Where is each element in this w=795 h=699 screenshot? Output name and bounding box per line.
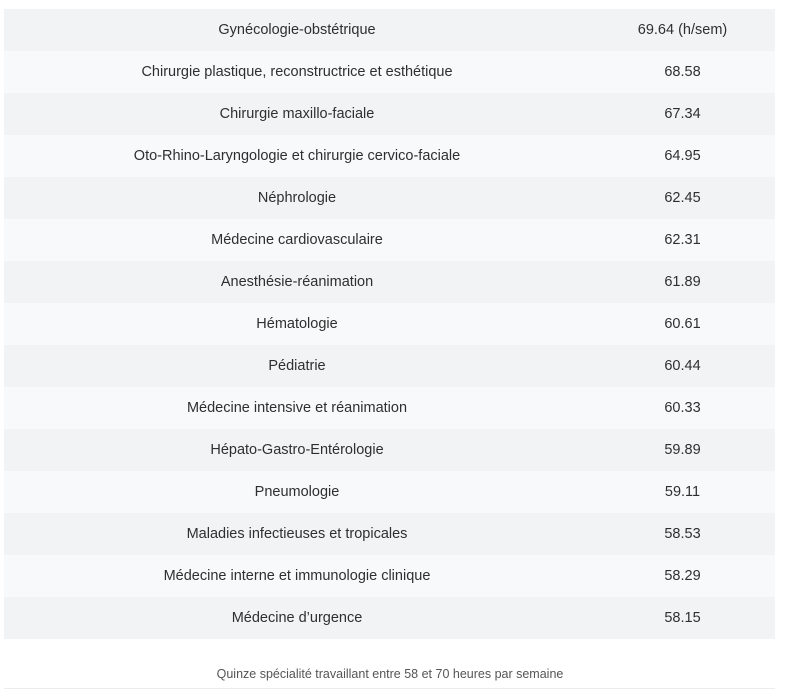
table-row — [4, 345, 775, 387]
weekly-hours-value: 58.29 — [664, 568, 701, 584]
specialty-name: Maladies infectieuses et tropicales — [186, 526, 408, 542]
specialty-name: Oto-Rhino-Laryngologie et chirurgie cervico-faciale — [133, 148, 461, 164]
specialty-name: Médecine cardiovasculaire — [211, 232, 383, 248]
weekly-hours-value: 60.33 — [664, 400, 701, 416]
table-row — [4, 387, 775, 429]
table-row — [4, 135, 775, 177]
weekly-hours-value: 64.95 — [664, 148, 701, 164]
table-row — [4, 177, 775, 219]
weekly-hours-value: 61.89 — [664, 274, 701, 290]
table-caption: Quinze spécialité travaillant entre 58 et 70 heures par semaine — [216, 667, 564, 681]
table-row — [4, 9, 775, 51]
table-row — [4, 555, 775, 597]
specialty-name: Pédiatrie — [268, 358, 326, 374]
specialty-name: Médecine d’urgence — [231, 610, 363, 626]
table-row — [4, 93, 775, 135]
table-row — [4, 597, 775, 639]
caption-divider — [4, 688, 775, 689]
weekly-hours-value: 62.45 — [664, 190, 701, 206]
specialty-name: Gynécologie-obstétrique — [218, 22, 376, 38]
table-row — [4, 429, 775, 471]
table-row — [4, 219, 775, 261]
specialty-name: Pneumologie — [254, 484, 340, 500]
weekly-hours-value: 60.44 — [664, 358, 701, 374]
weekly-hours-value: 58.53 — [664, 526, 701, 542]
weekly-hours-value: 58.15 — [664, 610, 701, 626]
table-row — [4, 51, 775, 93]
weekly-hours-value: 59.89 — [664, 442, 701, 458]
weekly-hours-value: 67.34 — [664, 106, 701, 122]
specialty-name: Chirurgie maxillo-faciale — [219, 106, 375, 122]
specialty-name: Anesthésie-réanimation — [220, 274, 374, 290]
table-row — [4, 471, 775, 513]
weekly-hours-value: 59.11 — [664, 484, 701, 500]
table-row — [4, 513, 775, 555]
specialty-hours-table — [4, 9, 775, 639]
weekly-hours-value: 69.64 (h/sem) — [637, 22, 728, 38]
weekly-hours-value: 68.58 — [664, 64, 701, 80]
specialty-name: Chirurgie plastique, reconstructrice et esthétique — [141, 64, 453, 80]
specialty-name: Hématologie — [256, 316, 338, 332]
weekly-hours-value: 62.31 — [664, 232, 701, 248]
specialty-name: Médecine interne et immunologie clinique — [163, 568, 431, 584]
specialty-name: Néphrologie — [257, 190, 337, 206]
weekly-hours-value: 60.61 — [664, 316, 701, 332]
specialty-name: Hépato-Gastro-Entérologie — [210, 442, 384, 458]
specialty-name: Médecine intensive et réanimation — [186, 400, 408, 416]
table-row — [4, 303, 775, 345]
table-row — [4, 261, 775, 303]
